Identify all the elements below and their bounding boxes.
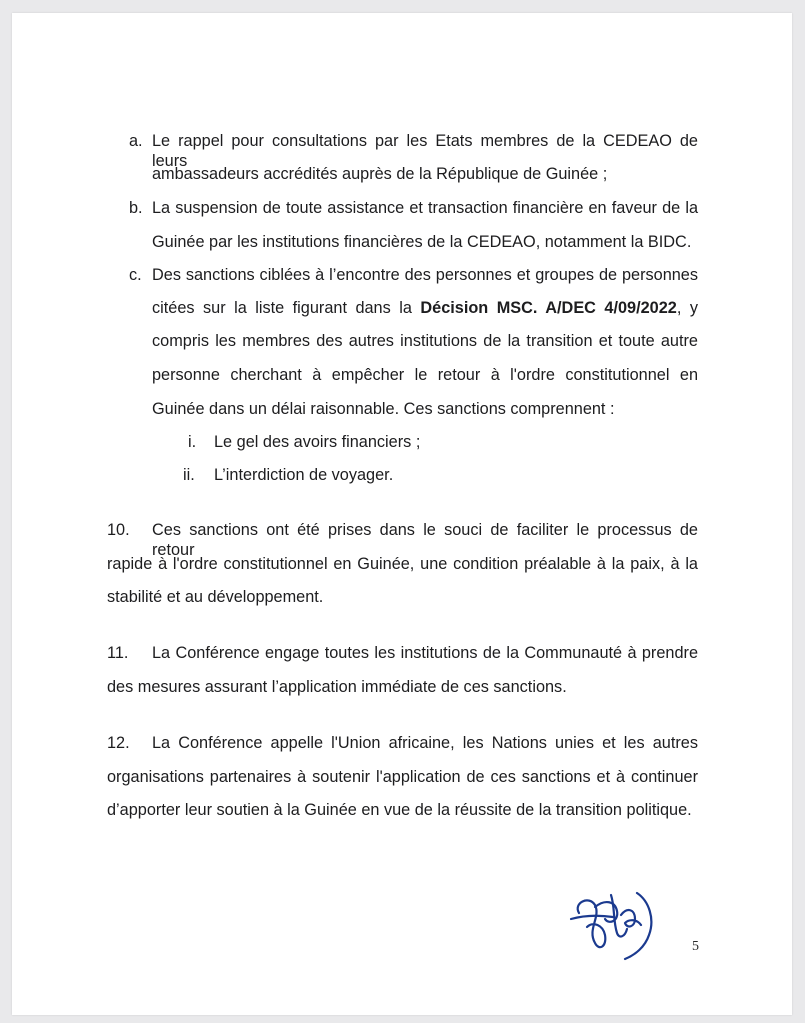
signature-stroke-3 — [611, 895, 627, 936]
paragraph-12-line-3: d’apporter leur soutien à la Guinée en vue de la réussite de la transition politique. — [107, 801, 692, 819]
paragraph-number-11: 11. — [107, 644, 129, 662]
signature-stroke-6 — [571, 916, 613, 919]
paragraph-11-line-2: des mesures assurant l’application immédiate de ces sanctions. — [107, 678, 567, 696]
item-a-line-2: ambassadeurs accrédités auprès de la République de Guinée ; — [152, 165, 608, 183]
list-marker-i: i. — [188, 433, 197, 451]
decision-reference: Décision MSC. A/DEC 4/09/2022 — [420, 299, 677, 317]
signature-strokes — [571, 893, 651, 959]
item-c-line-2-end: , y — [676, 299, 698, 317]
paragraph-10-line-2: rapide à l'ordre constitutionnel en Guinée, une condition préalable à la paix, à la — [107, 555, 698, 573]
item-c-line-2 — [152, 298, 698, 318]
sub-item-ii: L’interdiction de voyager. — [214, 466, 394, 484]
signature-image — [565, 885, 660, 965]
list-marker-c: c. — [129, 266, 142, 284]
item-a-line-1: Le rappel pour consultations par les Etats membres de la CEDEAO de leurs — [152, 132, 698, 170]
item-c-line-5: Guinée dans un délai raisonnable. Ces sanctions comprennent : — [152, 400, 615, 418]
paragraph-10-line-1: Ces sanctions ont été prises dans le souci de faciliter le processus de retour — [152, 521, 698, 559]
list-marker-a: a. — [129, 132, 143, 150]
item-c-line-3: compris les membres des autres institutions de la transition et toute autre — [152, 332, 698, 350]
paragraph-12-line-2: organisations partenaires à soutenir l'application de ces sanctions et à continuer — [107, 768, 698, 786]
paragraph-number-10: 10. — [107, 521, 130, 539]
paragraph-11-line-1: La Conférence engage toutes les institutions de la Communauté à prendre — [152, 644, 698, 662]
list-marker-b: b. — [129, 199, 143, 217]
item-c-line-1: Des sanctions ciblées à l’encontre des personnes et groupes de personnes — [152, 266, 698, 284]
signature-stroke-4 — [621, 910, 641, 926]
item-c-line-4: personne cherchant à empêcher le retour à l'ordre constitutionnel en — [152, 366, 698, 384]
paragraph-12-line-1: La Conférence appelle l'Union africaine, les Nations unies et les autres — [152, 734, 698, 752]
sub-item-i: Le gel des avoirs financiers ; — [214, 433, 421, 451]
paragraph-10-line-3: stabilité et au développement. — [107, 588, 324, 606]
item-b-line-2: Guinée par les institutions financières de la CEDEAO, notamment la BIDC. — [152, 233, 692, 251]
item-b-line-1: La suspension de toute assistance et transaction financière en faveur de la — [152, 199, 698, 217]
list-marker-ii: ii. — [183, 466, 195, 484]
signature-stroke-1 — [578, 900, 606, 947]
paragraph-number-12: 12. — [107, 734, 130, 752]
page-number: 5 — [692, 939, 699, 954]
item-c-line-2-start: citées sur la liste figurant dans la — [152, 299, 421, 317]
